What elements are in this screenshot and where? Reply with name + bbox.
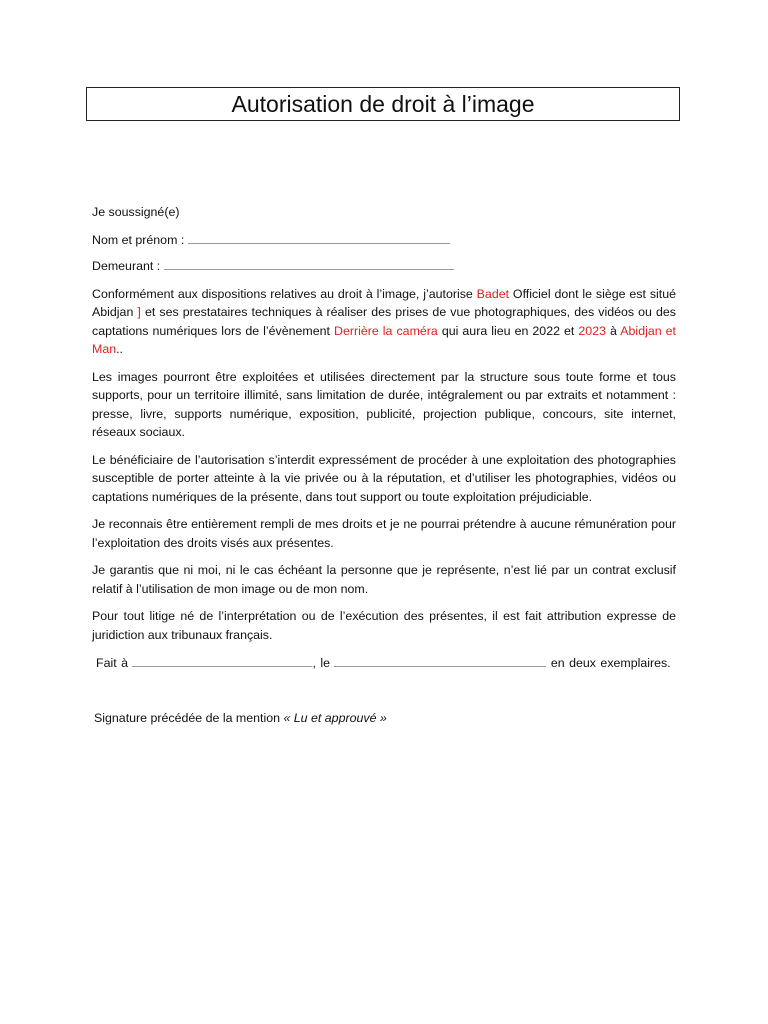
date-field[interactable]: [334, 656, 546, 667]
document-title: Autorisation de droit à l’image: [86, 87, 680, 121]
p1-text-3: et ses prestataires techniques à réaliser des prises de vue photographiques, des vidéos ou des captations numériques lors de l’évènement: [92, 305, 676, 338]
name-field[interactable]: [188, 233, 450, 244]
paragraph-authorization: [92, 285, 676, 359]
paragraph-remuneration: Je reconnais être entièrement rempli de mes droits et je ne pourrai prétendre à aucune rémunération pour l’exploitation des droits visés aux présentes.: [92, 517, 676, 550]
fait-line: [92, 654, 676, 673]
address-line: [92, 257, 676, 276]
paragraph-guarantee: Je garantis que ni moi, ni le cas échéant la personne que je représente, n’est lié par un contrat exclusif relatif à l’utilisation de mon image ou de mon nom.: [92, 563, 676, 596]
bracket-mark: ]: [137, 305, 141, 319]
name-label: Nom et prénom :: [92, 232, 185, 247]
p1-text-2: Officiel dont le siège est situé Abidjan: [92, 286, 676, 319]
name-line: [92, 231, 676, 250]
paragraph-usage: Les images pourront être exploitées et utilisées directement par la structure sous toute forme et tous supports, pour un territoire illimité, sans limitation de durée, intégralement ou par extraits et notamment : presse, livre, supports numérique, exposition, publicité, projection publique, concours, site internet, réseaux sociaux.: [92, 369, 676, 439]
date-label: , le: [312, 656, 330, 670]
event-place: Abidjan et Man: [92, 323, 676, 356]
fait-label: Fait à: [96, 656, 128, 670]
place-field[interactable]: [132, 656, 312, 667]
signature-label: Signature précédée de la mention: [94, 710, 280, 725]
org-name: Badet: [476, 286, 510, 301]
copies-text: en deux exemplaires.: [550, 656, 671, 670]
p1-text-5: à: [605, 323, 621, 338]
address-field[interactable]: [164, 259, 454, 270]
document-body: [92, 203, 676, 727]
p1-text-6: ..: [116, 342, 123, 356]
event-name: Derrière la caméra: [334, 323, 438, 338]
signature-mention: « Lu et approuvé »: [283, 710, 387, 725]
event-year: 2023: [578, 323, 606, 338]
p1-text-4: qui aura lieu en 2022 et: [437, 323, 579, 338]
paragraph-restrictions: Le bénéficiaire de l’autorisation s’interdit expressément de procéder à une exploitation des photographies susceptible de porter atteinte à la vie privée ou à la réputation, et d’utiliser les photographies, vidéos ou captations numériques de la présente, dans tout support ou toute exploitation préjudiciable.: [92, 452, 676, 504]
intro-line: Je soussigné(e): [92, 205, 180, 219]
address-label: Demeurant :: [92, 259, 161, 273]
paragraph-jurisdiction: Pour tout litige né de l’interprétation ou de l’exécution des présentes, il est fait attribution expresse de juridiction aux tribunaux français.: [92, 609, 676, 642]
signature-line: [92, 709, 676, 728]
p1-text-1: Conformément aux dispositions relatives au droit à l’image, j’autorise: [92, 286, 477, 301]
